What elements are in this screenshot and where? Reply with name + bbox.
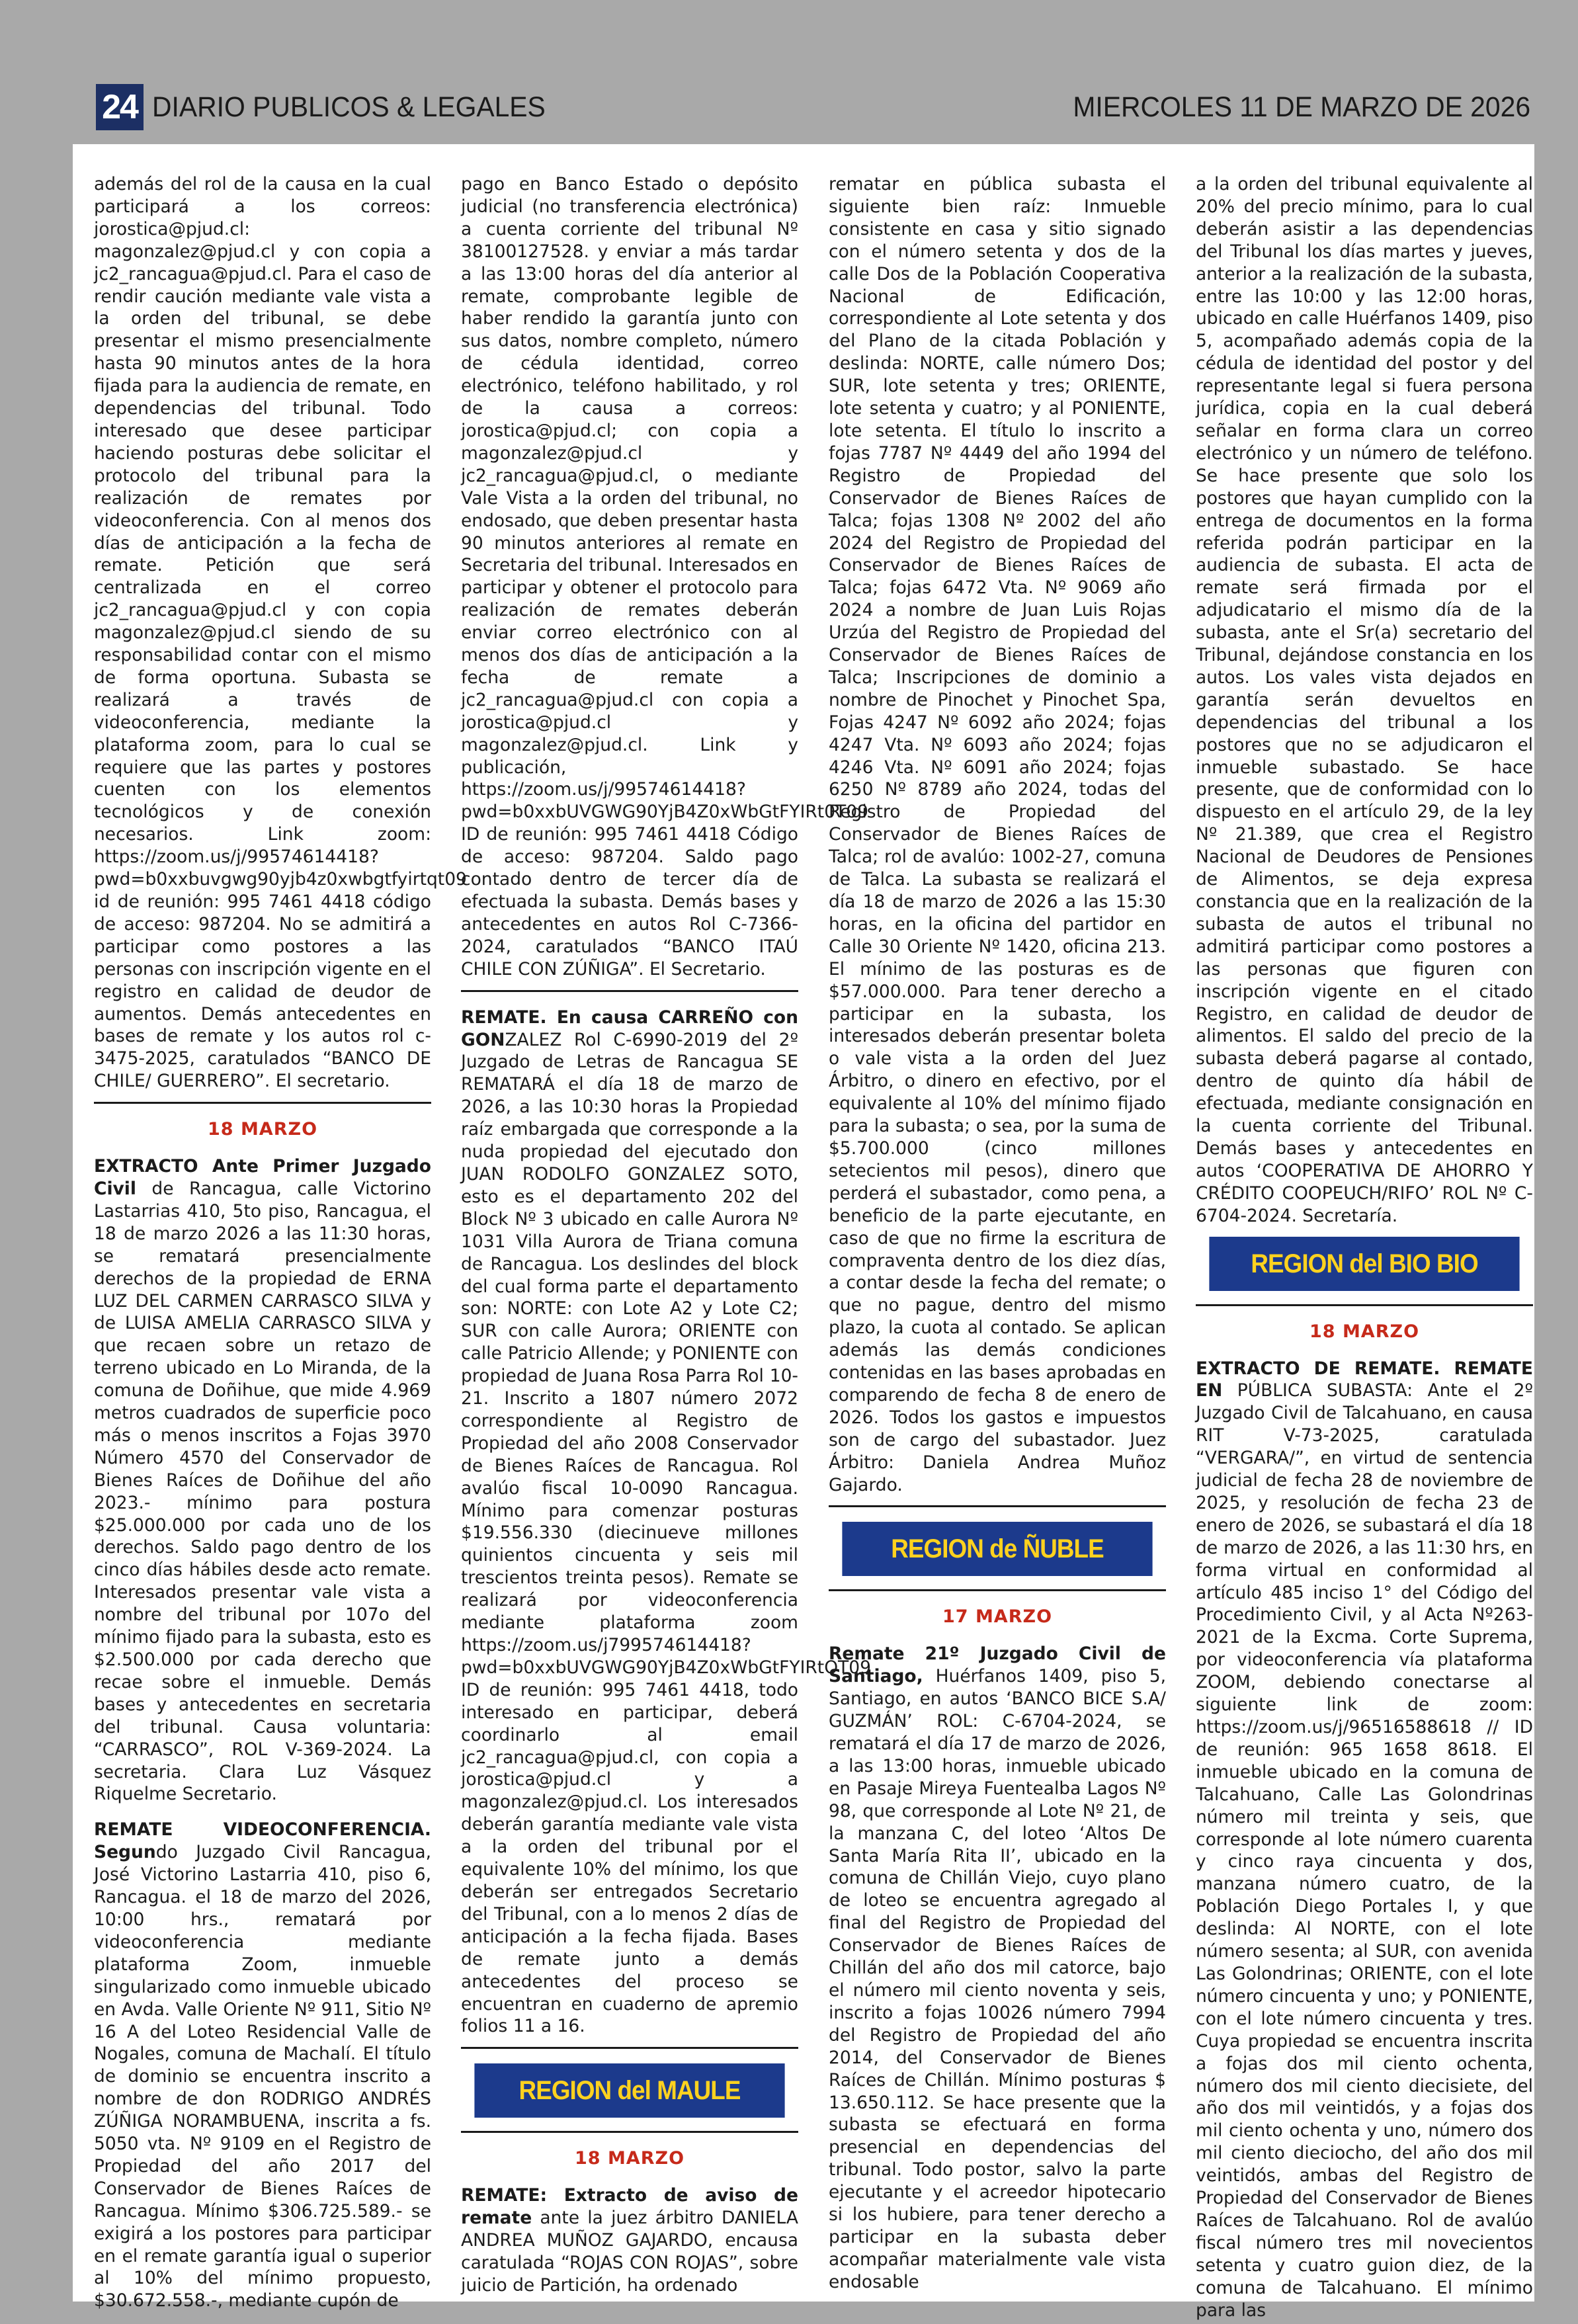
notice-body: Huérfanos 1409, piso 5, Santiago, en autos ‘BANCO BICE S.A/ GUZMÁN’ ROL: C-6704-2024, se rematará el día 17 de marzo de 2026, a las 13:00 horas, inmueble ubicado en Pasaje Mireya Fuentealba Lagos Nº 98, que corresponde al Lote Nº 21, de la manzana C, del loteo ‘Altos De Santa María Rita II’, ubicado en la comuna de Chillán Viejo, cuyo plano de loteo se encuentra agregado al final del Registro de Propiedad del Conservador de Bienes Raíces de Chillán del año dos mil catorce, bajo el número mil ciento noventa y seis, inscrito a fojas 10026 número 7994 del Registro de Propiedad del año 2014, del Conservador de Bienes Raíces de Chillán. Mínimo posturas $ 13.650.112. Se hace presente que la subasta se efectuará en forma presencial en dependencias del tribunal. Todo postor, salvo la parte ejecutante y el acreedor hipotecario si los hubiere, para tener derecho a participar en la subasta deber acompañar materialmente vale vista endosable (829, 1666, 1166, 2292)
section-divider (94, 1102, 431, 1104)
section-date: 18 MARZO (1309, 1321, 1420, 1342)
legal-notice (1196, 1358, 1533, 2322)
notice-body: ZALEZ Rol C-6990-2019 del 2º Juzgado de Letras de Rancagua SE REMATARÁ el día 18 de marzo de 2026, a las 10:30 horas la Propiedad raíz embargada que corresponde a la nuda propiedad del ejecutado don JUAN RODOLFO GONZALEZ SOTO, esto es el departamento 202 del Block Nº 3 ubicado en calle Aurora Nº 1031 Villa Aurora de Triana comuna de Rancagua. Los deslindes del block del cual forma parte el departamento son: NORTE: con Lote A2 y Lote C2; SUR con calle Aurora; ORIENTE con calle Patricio Allende; y PONIENTE con propiedad de Juana Rosa Parra Rol 10-21. Inscrito a 1807 número 2072 correspondiente al Registro de Propiedad del año 2008 Conservador de Bienes Raíces de Rancagua. Rol avalúo fiscal 10-0090 Rancagua. Mínimo para comenzar posturas $19.556.330 (diecinueve millones quinientos cincuenta y seis mil trescientos treinta pesos). Remate se realizará por videoconferencia mediante plataforma zoom https://zoom.us/j799574614418?pwd=b0xxbUVGWG90YjB4Z0xWbGtFYIRtQT09 ID de reunión: 995 7461 4418, todo interesado en participar, deberá coordinarlo al email jc2_rancagua@pjud.cl, con copia a jorostica@pjud.cl y a magonzalez@pjud.cl. Los interesados deberán garantía mediante vale vista a la orden del tribunal por el equivalente 10% del mínimo, los que deberán ser entregados Secretario del Tribunal, con a lo menos 2 días de anticipación a la fecha fijada. Bases de remate junto a demás antecedentes del proceso se encuentran en cuaderno de apremio folios 11 a 16. (461, 1029, 871, 2037)
page-number-badge: 24 (96, 84, 144, 130)
legal-notice (94, 1155, 431, 1805)
notice-heading: REMATE. En causa CARREÑO con GON (461, 1007, 798, 1050)
section-date: 17 MARZO (942, 1606, 1053, 1628)
notice-heading: REMATE VIDEOCONFERENCIA. Segun (94, 1819, 431, 1863)
legal-notice (461, 1007, 871, 2038)
column-3 (829, 173, 1166, 2296)
notice-heading: REMATE: Extracto de aviso de remate (461, 2185, 798, 2229)
legal-notice-text: además del rol de la causa en la cual participará a los correos: jorostica@pjud.cl: magonzalez@pjud.cl y con copia a jc2_rancagua@pjud.cl. Para el caso de rendir caución mediante vale vista a la orden del tribunal, se debe presentar el mismo presencialmente hasta 90 minutos antes de la hora fijada para la audiencia de remate, en dependencias del tribunal. Todo interesado que desee participar haciendo posturas debe solicitar el protocolo del tribunal para la realización de remates por videoconferencia. Con al menos dos días de anticipación a la fecha de remate. Petición que será centralizada en el correo jc2_rancagua@pjud.cl y con copia magonzalez@pjud.cl siendo de su responsabilidad contar con el mismo de forma oportuna. Subasta se realizará a través de videoconferencia, mediante la plataforma zoom, para lo cual se requiere que las partes y postores cuenten con los elementos tecnológicos y de conexión necesarios. Link zoom: https://zoom.us/j/99574614418?pwd=b0xxbuvgwg90yjb4z0xwbgtfyirtqt09 id de reunión: 995 7461 4418 código de acceso: 987204. No se admitirá a participar como postores a las personas con inscripción vigente en el registro en calidad de deudor de aumentos. Demás antecedentes en bases de remate y los autos rol c-3475-2025, caratulados “BANCO DE CHILE/ GUERRERO”. El secretario. (94, 174, 467, 1092)
column-4 (1196, 173, 1533, 2324)
legal-notice (829, 1643, 1166, 2293)
legal-notice-text: a la orden del tribunal equivalente al 20% del precio mínimo, para lo cual deberán asistir a las dependencias del Tribunal los días martes y jueves, anterior a la realización de la subasta, entre las 10:00 y las 12:00 horas, ubicado en calle Huérfanos 1409, piso 5, acompañado además copia de la cédula de identidad del postor y del representante legal si fuera persona jurídica, copia en la cual deberá señalar en forma clara un correo electrónico y un número de teléfono. Se hace presente que solo los postores que hayan cumplido con la entrega de documentos en la forma referida podrán participar en la audiencia de subasta. El acta de remate será firmada por el adjudicatario el mismo día de la subasta, ante el Sr(a) secretario del Tribunal, dejándose constancia en los autos. Los vales vista dejados en garantía serán devueltos en dependencias del tribunal a los postores que no se adjudicaron el inmueble subastado. Se hace presente, que de conformidad con lo dispuesto en el artículo 29, de la ley Nº 21.389, que crea el Registro Nacional de Deudores de Pensiones de Alimentos, se deja expresa constancia que en la realización de la subasta de autos el tribunal no admitirá participar como postores a las personas que figuren con inscripción vigente en el citado Registro, en calidad de deudor de alimentos. El saldo del precio de la subasta deberá pagarse al contado, dentro de quinto día hábil de efectuada, mediante consignación en la cuenta corriente del Tribunal. Demás bases y antecedentes en autos ‘COOPERATIVA DE AHORRO Y CRÉDITO COOPEUCH/RIFO’ ROL Nº C-6704-2024. Secretaría. (1196, 174, 1533, 1226)
notice-heading: EXTRACTO DE REMATE. REMATE EN (1196, 1358, 1533, 1401)
notice-heading: Remate 21º Juzgado Civil de Santiago, (829, 1643, 1166, 1687)
notice-body: de Rancagua, calle Victorino Lastarrias 410, 5to piso, Rancagua, el 18 de marzo 2026 a las 11:30 horas, se rematará presencialmente derechos de la propiedad de ERNA LUZ DEL CARMEN CARRASCO SILVA y de LUISA AMELIA CARRASCO SILVA y que recaen sobre un retazo de terreno ubicado en Lo Miranda, de la comuna de Doñihue, que mide 4.969 metros cuadrados de superficie poco más o menos inscritos a Fojas 3970 Número 4570 del Conservador de Bienes Raíces de Doñihue del año 2023.- mínimo para postura $25.000.000 por cada uno de los derechos. Saldo pago dentro de los cinco días hábiles desde acto remate. Interesados presentar vale vista a nombre del tribunal por 107o del mínimo fijado para la subasta, esto es $2.500.000 por cada derecho que recae sobre el inmueble. Demás bases y antecedentes en secretaria del tribunal. Causa voluntaria: “CARRASCO”, ROL V-369-2024. La secretaria. Clara Luz Vásquez Riquelme Secretario. (94, 1178, 431, 1805)
section-divider (461, 990, 798, 992)
section-date: 18 MARZO (207, 1119, 318, 1140)
legal-notice-text: rematar en pública subasta el siguiente bien raíz: Inmueble consistente en casa y sitio signado con el número setenta y dos de la calle Dos de la Población Cooperativa Nacional de Edificación, correspondiente al Lote setenta y dos del Plano de la citada Población y deslinda: NORTE, calle número Dos; SUR, lote setenta y tres; ORIENTE, lote setenta y cuatro; y al PONIENTE, lote setenta. El título lo inscrito a fojas 7787 Nº 4449 del año 1994 del Registro de Propiedad del Conservador de Bienes Raíces de Talca; fojas 1308 Nº 2002 del año 2024 del Registro de Propiedad del Conservador de Bienes Raíces de Talca; fojas 6472 Vta. Nº 9069 año 2024 a nombre de Juan Luis Rojas Urzúa del Registro de Propiedad del Conservador de Bienes Raíces de Talca; Inscripciones de dominio a nombre de Pinochet y Pinochet Spa, Fojas 4247 Nº 6092 año 2024; fojas 4247 Vta. Nº 6093 año 2024; fojas 4246 Vta. Nº 6091 año 2024; fojas 6250 Nº 8789 año 2024, todas del Registro de Propiedad del Conservador de Bienes Raíces de Talca; rol de avalúo: 1002-27, comuna de Talca. La subasta se realizará el día 18 de marzo de 2026 a las 15:30 horas, en la oficina del partidor en Calle 30 Oriente Nº 1420, oficina 213. El mínimo de las posturas es de $57.000.000. Para tener derecho a participar en la subasta, los interesados deberán presentar boleta o vale vista a la orden del Juez Árbitro, o dinero en efectivo, por el equivalente al 10% del mínimo fijado para la subasta; o sea, por la suma de $5.700.000 (cinco millones setecientos mil pesos), dinero que perderá el subastador, como pena, a beneficio de la parte ejecutante, en caso de que no firme la escritura de compraventa dentro de los diez días, a contar desde la fecha del remate; o que no pague, dentro del mismo plazo, la cuota al contado. Se aplican además las demás condiciones contenidas en las bases aprobadas en comparendo de fecha 8 de enero de 2026. Todos los gastos e impuestos son de cargo del subastador. Juez Árbitro: Daniela Andrea Muñoz Gajardo. (829, 174, 1166, 1495)
section-divider (461, 2131, 798, 2133)
publication-title: DIARIO PUBLICOS & LEGALES (152, 91, 546, 123)
column-1 (94, 173, 467, 2315)
section-divider (461, 2047, 798, 2049)
region-banner-bio-bio: REGION del BIO BIO (1209, 1237, 1519, 1291)
notice-body: PÚBLICA SUBASTA: Ante el 2º Juzgado Civil de Talcahuano, en causa RIT V-73-2025, caratulada “VERGARA/”, en virtud de sentencia judicial de fecha 28 de noviembre de 2025, y resolución de fecha 23 de enero de 2026, se subastará el día 18 de marzo de 2026, a las 11:30 hrs, en forma virtual en conformidad al artículo 485 inciso 1° del Código del Procedimiento Civil, y al Acta Nº263- 2021 de la Excma. Corte Suprema, por videoconferencia vía plataforma ZOOM, debiendo conectarse al siguiente link de zoom: https://zoom.us/j/96516588618 // ID de reunión: 965 1658 8618. El inmueble ubicado en la comuna de Talcahuano, Calle Las Golondrinas número mil treinta y seis, que corresponde al lote número cuarenta y cinco raya cincuenta y dos, manzana número cuatro, de la Población Diego Portales I, y que deslinda: Al NORTE, con el lote número sesenta; al SUR, con avenida Las Golondrinas; ORIENTE, con el lote número cincuenta y uno; y PONIENTE, con el lote número cincuenta y tres. Cuya propiedad se encuentra inscrita a fojas dos mil ciento ochenta, número dos mil ciento diecisiete, del año dos mil veintidós, y a fojas dos mil ciento ochenta y uno, número dos mil ciento dieciocho, del año dos mil veintidós, ambas del Registro de Propiedad del Conservador de Bienes Raíces de Talcahuano. Rol de avalúo fiscal número tres mil novecientos setenta y cuatro guion diez, de la comuna de Talcahuano. El mínimo para las (1196, 1380, 1533, 2321)
notice-body: do Juzgado Civil Rancagua, José Victorino Lastarria 410, piso 6, Rancagua. el 18 de marzo del 2026, 10:00 hrs., rematará por videoconferencia mediante plataforma Zoom, inmueble singularizado como inmueble ubicado en Avda. Valle Oriente Nº 911, Sitio Nº 16 A del Loteo Residencial Valle de Nogales, comuna de Machalí. El título de dominio se encuentra inscrito a nombre de don RODRIGO ANDRÉS ZÚÑIGA NORAMBUENA, inscrita a fs. 5050 vta. Nº 9109 en el Registro de Propiedad del año 2017 del Conservador de Bienes Raíces de Rancagua. Mínimo $306.725.589.- se exigirá a los postores para participar en el remate garantía igual o superior al 10% del mínimo propuesto, $30.672.558.-, mediante cupón de (94, 1842, 431, 2311)
section-divider (829, 1505, 1166, 1507)
legal-notice (461, 2184, 798, 2297)
section-divider (1196, 1304, 1533, 1306)
section-divider (829, 1589, 1166, 1591)
region-banner-nuble: REGION de ÑUBLE (842, 1522, 1152, 1576)
region-banner-maule: REGION del MAULE (474, 2063, 784, 2118)
notice-body: ante la juez árbitro DANIELA ANDREA MUÑOZ GAJARDO, encausa caratulada “ROJAS CON ROJAS”, sobre juicio de Partición, ha ordenado (461, 2208, 798, 2296)
legal-notice-text: pago en Banco Estado o depósito judicial (no transferencia electrónica) a cuenta corriente del tribunal Nº 38100127528. y enviar a más tardar a las 13:00 horas del día anterior al remate, comprobante legible de haber rendido la garantía junto con sus datos, nombre completo, número de cédula identidad, correo electrónico, teléfono habilitado, y rol de la causa a correos: jorostica@pjud.cl; con copia a magonzalez@pjud.cl y jc2_rancagua@pjud.cl, o mediante Vale Vista a la orden del tribunal, no endosado, que deben presentar hasta 90 minutos anteriores al remate en Secretaria del tribunal. Interesados en participar y obtener el protocolo para realización de remates deberán enviar correo electrónico con al menos dos días de anticipación a la fecha de remate a jc2_rancagua@pjud.cl con copia a jorostica@pjud.cl y magonzalez@pjud.cl. Link y publicación, https://zoom.us/j/99574614418?pwd=b0xxbUVGWG90YjB4Z0xWbGtFYIRt0T09 ID de reunión: 995 7461 4418 Código de acceso: 987204. Saldo pago contado dentro de tercer día de efectuada la subasta. Demás bases y antecedentes en autos Rol C-7366-2024, caratulados “BANCO ITAÚ CHILE CON ZÚÑIGA”. El Secretario. (461, 174, 868, 979)
legal-notice (94, 1819, 431, 2312)
column-2 (461, 173, 871, 2300)
section-date: 18 MARZO (574, 2148, 685, 2169)
notice-heading: EXTRACTO Ante Primer Juzgado Civil (94, 1156, 431, 1199)
publication-date: MIERCOLES 11 DE MARZO DE 2026 (1073, 91, 1530, 123)
